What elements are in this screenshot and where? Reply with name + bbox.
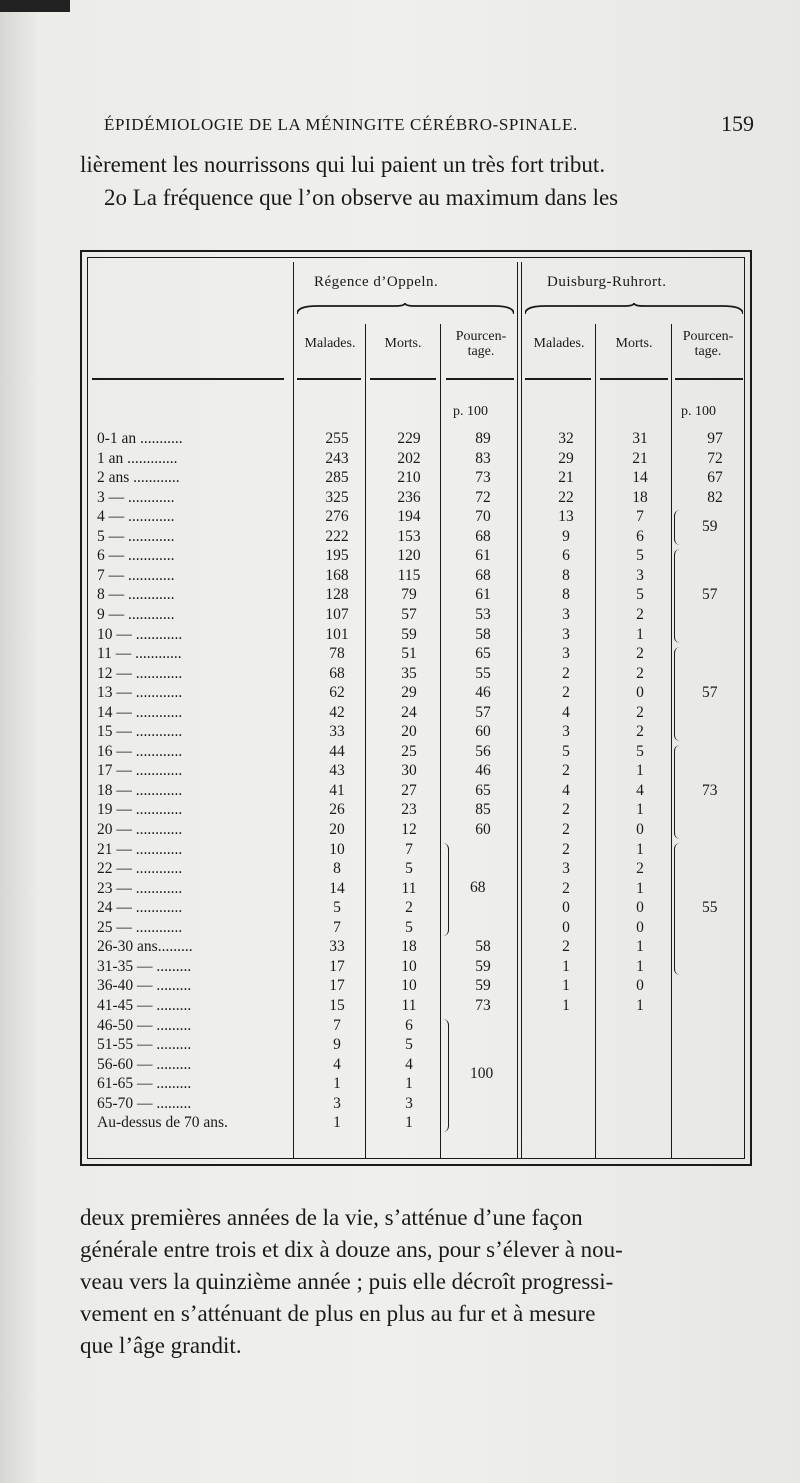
age-cell: 10 — ............ [97,625,183,643]
oppeln-pct-cell: 60 [475,723,491,741]
grouped-pct-value: 57 [702,683,718,701]
table-row [82,528,750,548]
age-cell: 56-60 — ......... [97,1055,192,1073]
duisburg-morts-cell: 1 [636,801,644,819]
oppeln-malades-cell: 4 [333,1055,341,1073]
duisburg-morts-cell: 7 [636,508,644,526]
group-brace-oppeln [297,303,514,315]
oppeln-malades-cell: 7 [333,1016,341,1034]
group-header-oppeln: Régence d’Oppeln. [314,274,439,290]
duisburg-malades-cell: 2 [562,684,570,702]
group-brace [674,510,683,545]
oppeln-malades-cell: 20 [329,821,345,838]
duisburg-morts-cell: 1 [636,879,644,897]
oppeln-pct-cell: 85 [475,801,491,819]
table-row [82,567,750,587]
duisburg-malades-cell: 32 [558,430,574,447]
duisburg-malades-cell: 2 [562,762,570,780]
duisburg-malades-cell: 2 [562,879,570,897]
duisburg-malades-cell: 3 [562,625,570,643]
oppeln-pct-cell: 58 [475,938,491,956]
group-brace [440,843,449,937]
oppeln-pct-cell: 68 [475,566,491,584]
duisburg-morts-cell: 3 [636,566,644,584]
age-cell: 15 — ............ [97,723,183,741]
table-row [82,958,750,978]
table-row [82,489,750,509]
duisburg-morts-cell: 5 [636,742,644,760]
duisburg-malades-cell: 9 [562,527,570,545]
age-cell: 13 — ............ [97,684,183,702]
table-row [82,469,750,489]
oppeln-morts-cell: 194 [397,508,421,526]
age-cell: 0-1 an ........... [97,430,183,447]
duisburg-malades-cell: 8 [562,566,570,584]
table-row [82,899,750,919]
oppeln-malades-cell: 1 [333,1114,341,1132]
grouped-pct-value: 59 [702,517,718,535]
oppeln-morts-cell: 6 [405,1016,413,1034]
oppeln-malades-cell: 285 [325,469,349,487]
duisburg-morts-cell: 2 [636,605,644,623]
oppeln-morts-cell: 202 [397,449,421,467]
table-row [82,1114,750,1134]
table-row [82,821,750,841]
age-cell: 21 — ............ [97,840,183,858]
duisburg-malades-cell: 13 [558,508,574,526]
age-cell: 19 — ............ [97,801,183,819]
table-row [82,665,750,685]
oppeln-morts-cell: 51 [401,645,417,663]
oppeln-morts-cell: 24 [401,703,417,721]
table-row [82,743,750,763]
duisburg-pct-cell: 82 [707,488,723,506]
table-row [82,762,750,782]
duisburg-pct-cell: 67 [707,469,723,487]
oppeln-pct-cell: 89 [475,430,491,447]
age-cell: 20 — ............ [97,821,183,838]
oppeln-pct-cell: 56 [475,742,491,760]
oppeln-morts-cell: 12 [401,821,417,838]
oppeln-morts-cell: 4 [405,1055,413,1073]
duisburg-morts-cell: 1 [636,625,644,643]
oppeln-malades-cell: 195 [325,547,349,565]
oppeln-morts-cell: 29 [401,684,417,702]
age-cell: 6 — ............ [97,547,175,565]
age-cell: 1 an ............. [97,449,178,467]
duisburg-malades-cell: 3 [562,723,570,741]
duisburg-malades-cell: 2 [562,840,570,858]
duisburg-morts-cell: 6 [636,527,644,545]
grouped-pct-value: 57 [702,586,718,604]
group-brace [440,1019,449,1132]
age-cell: Au-dessus de 70 ans. [97,1114,228,1132]
oppeln-malades-cell: 41 [329,781,345,799]
group-brace-duisburg [525,303,743,315]
age-cell: 17 — ............ [97,762,183,780]
age-cell: 2 ans ............ [97,469,180,487]
duisburg-malades-cell: 3 [562,605,570,623]
oppeln-pct-cell: 58 [475,625,491,643]
oppeln-pct-cell: 53 [475,605,491,623]
pct-unit-oppeln: p. 100 [453,404,488,419]
header-rule [675,378,743,380]
age-cell: 46-50 — ......... [97,1016,192,1034]
oppeln-pct-cell: 72 [475,488,491,506]
table-row [82,704,750,724]
duisburg-malades-cell: 2 [562,821,570,838]
col-pct-duisburg [672,329,744,359]
duisburg-morts-cell: 2 [636,723,644,741]
oppeln-pct-cell: 46 [475,684,491,702]
duisburg-malades-cell: 3 [562,860,570,878]
oppeln-malades-cell: 8 [333,860,341,878]
oppeln-pct-cell: 59 [475,957,491,975]
oppeln-pct-cell: 57 [475,703,491,721]
oppeln-morts-cell: 25 [401,742,417,760]
duisburg-morts-cell: 14 [632,469,648,487]
duisburg-malades-cell: 1 [562,996,570,1014]
scan-edge-mark [0,0,70,12]
table-row [82,782,750,802]
duisburg-morts-cell: 0 [636,821,644,838]
oppeln-pct-cell: 59 [475,977,491,995]
duisburg-malades-cell: 4 [562,781,570,799]
body-line: que l’âge grandit. [80,1333,242,1358]
table-row [82,626,750,646]
oppeln-morts-cell: 5 [405,860,413,878]
oppeln-pct-cell: 65 [475,645,491,663]
oppeln-malades-cell: 62 [329,684,345,702]
oppeln-morts-cell: 210 [397,469,421,487]
running-head-title: ÉPIDÉMIOLOGIE DE LA MÉNINGITE CÉRÉBRO-SPINALE. [104,115,578,134]
oppeln-morts-cell: 2 [405,899,413,917]
oppeln-morts-cell: 120 [397,547,421,565]
duisburg-morts-cell: 2 [636,645,644,663]
col-morts-duisburg: Morts. [615,336,653,351]
age-cell: 61-65 — ......... [97,1075,192,1093]
col-pct-line1: Pourcen- [455,329,507,344]
table-row [82,547,750,567]
oppeln-pct-cell: 70 [475,508,491,526]
duisburg-malades-cell: 0 [562,918,570,936]
table-row [82,430,750,450]
oppeln-morts-cell: 7 [405,840,413,858]
oppeln-morts-cell: 11 [401,996,417,1014]
age-cell: 51-55 — ......... [97,1036,192,1054]
header-rule [297,378,361,380]
header-rule [525,378,591,380]
table-row [82,801,750,821]
table-row [82,1017,750,1037]
oppeln-morts-cell: 229 [397,430,421,447]
table-row [82,1095,750,1115]
page-number: 159 [721,111,754,136]
duisburg-morts-cell: 0 [636,918,644,936]
duisburg-morts-cell: 0 [636,899,644,917]
col-malades-duisburg: Malades. [533,336,585,351]
duisburg-morts-cell: 2 [636,860,644,878]
duisburg-morts-cell: 2 [636,664,644,682]
oppeln-morts-cell: 115 [397,566,421,584]
age-cell: 4 — ............ [97,508,175,526]
table-row [82,977,750,997]
duisburg-morts-cell: 31 [632,430,648,447]
oppeln-malades-cell: 3 [333,1094,341,1112]
header-rule [370,378,436,380]
duisburg-malades-cell: 3 [562,645,570,663]
oppeln-malades-cell: 1 [333,1075,341,1093]
oppeln-malades-cell: 9 [333,1036,341,1054]
grouped-pct-value: 55 [702,898,718,916]
oppeln-morts-cell: 11 [401,879,417,897]
oppeln-malades-cell: 107 [325,605,349,623]
age-cell: 22 — ............ [97,860,183,878]
oppeln-malades-cell: 10 [329,840,345,858]
duisburg-morts-cell: 0 [636,977,644,995]
table-row [82,938,750,958]
oppeln-pct-cell: 61 [475,547,491,565]
duisburg-morts-cell: 2 [636,703,644,721]
oppeln-morts-cell: 27 [401,781,417,799]
duisburg-malades-cell: 4 [562,703,570,721]
oppeln-malades-cell: 128 [325,586,349,604]
col-pct-line2: tage. [694,344,722,359]
body-line: générale entre trois et dix à douze ans, pour s’élever à nou- [80,1237,623,1262]
grouped-pct-value: 73 [702,781,718,799]
duisburg-morts-cell: 1 [636,996,644,1014]
group-brace [674,647,683,741]
oppeln-malades-cell: 243 [325,449,349,467]
age-cell: 25 — ............ [97,918,183,936]
oppeln-pct-cell: 60 [475,821,491,838]
col-malades-oppeln: Malades. [304,336,356,351]
oppeln-malades-cell: 33 [329,938,345,956]
oppeln-malades-cell: 5 [333,899,341,917]
table-row [82,880,750,900]
age-cell: 16 — ............ [97,742,183,760]
oppeln-malades-cell: 44 [329,742,345,760]
duisburg-malades-cell: 2 [562,938,570,956]
oppeln-pct-cell: 73 [475,469,491,487]
oppeln-pct-cell: 46 [475,762,491,780]
duisburg-morts-cell: 18 [632,488,648,506]
duisburg-morts-cell: 1 [636,762,644,780]
grouped-pct-value: 100 [470,1065,494,1083]
group-brace [674,549,683,643]
duisburg-morts-cell: 0 [636,684,644,702]
age-cell: 24 — ............ [97,899,183,917]
body-line: veau vers la quinzième année ; puis elle décroît progressi- [80,1269,614,1294]
running-head [104,111,754,136]
oppeln-morts-cell: 5 [405,918,413,936]
oppeln-malades-cell: 15 [329,996,345,1014]
col-morts-oppeln: Morts. [384,336,422,351]
table-row [82,450,750,470]
oppeln-malades-cell: 68 [329,664,345,682]
age-cell: 26-30 ans......... [97,938,193,956]
oppeln-pct-cell: 68 [475,527,491,545]
header-rule [600,378,668,380]
body-line: vement en s’atténuant de plus en plus au fur et à mesure [80,1301,596,1326]
body-line: 2o La fréquence que l’on observe au maximum dans les [104,185,619,210]
group-header-duisburg: Duisburg-Ruhrort. [547,274,667,290]
age-cell: 5 — ............ [97,527,175,545]
mortality-table [80,250,752,1166]
grouped-pct-value: 68 [470,879,486,897]
oppeln-malades-cell: 101 [325,625,349,643]
table-row [82,606,750,626]
oppeln-pct-cell: 73 [475,996,491,1014]
table-row [82,1036,750,1056]
table-row [82,919,750,939]
age-cell: 18 — ............ [97,781,183,799]
table-row [82,586,750,606]
duisburg-pct-cell: 97 [707,430,723,447]
oppeln-morts-cell: 236 [397,488,421,506]
duisburg-malades-cell: 2 [562,664,570,682]
body-line: deux premières années de la vie, s’atténue d’une façon [80,1205,583,1230]
oppeln-malades-cell: 222 [325,527,349,545]
oppeln-morts-cell: 30 [401,762,417,780]
table-row [82,997,750,1017]
oppeln-pct-cell: 61 [475,586,491,604]
oppeln-morts-cell: 18 [401,938,417,956]
duisburg-morts-cell: 4 [636,781,644,799]
oppeln-morts-cell: 3 [405,1094,413,1112]
duisburg-morts-cell: 1 [636,957,644,975]
duisburg-malades-cell: 6 [562,547,570,565]
age-cell: 31-35 — ......... [97,957,192,975]
duisburg-morts-cell: 21 [632,449,648,467]
table-row [82,684,750,704]
oppeln-malades-cell: 33 [329,723,345,741]
age-cell: 9 — ............ [97,605,175,623]
oppeln-morts-cell: 10 [401,957,417,975]
col-pct-oppeln [444,329,518,359]
duisburg-malades-cell: 0 [562,899,570,917]
header-rule [92,378,284,380]
age-cell: 41-45 — ......... [97,996,192,1014]
duisburg-malades-cell: 2 [562,801,570,819]
table-row [82,860,750,880]
table-row [82,723,750,743]
oppeln-pct-cell: 65 [475,781,491,799]
oppeln-morts-cell: 79 [401,586,417,604]
duisburg-pct-cell: 72 [707,449,723,467]
group-brace [674,843,683,976]
col-pct-line1: Pourcen- [682,329,734,344]
oppeln-morts-cell: 35 [401,664,417,682]
col-pct-line2: tage. [467,344,495,359]
duisburg-malades-cell: 21 [558,469,574,487]
oppeln-malades-cell: 276 [325,508,349,526]
age-cell: 12 — ............ [97,664,183,682]
age-cell: 7 — ............ [97,566,175,584]
age-cell: 65-70 — ......... [97,1094,192,1112]
oppeln-malades-cell: 17 [329,957,345,975]
oppeln-malades-cell: 17 [329,977,345,995]
age-cell: 11 — ............ [97,645,182,663]
oppeln-malades-cell: 42 [329,703,345,721]
table-row [82,841,750,861]
oppeln-malades-cell: 325 [325,488,349,506]
oppeln-pct-cell: 55 [475,664,491,682]
duisburg-malades-cell: 1 [562,957,570,975]
oppeln-morts-cell: 10 [401,977,417,995]
duisburg-malades-cell: 22 [558,488,574,506]
oppeln-morts-cell: 23 [401,801,417,819]
oppeln-morts-cell: 20 [401,723,417,741]
oppeln-morts-cell: 1 [405,1075,413,1093]
age-cell: 23 — ............ [97,879,183,897]
oppeln-malades-cell: 168 [325,566,349,584]
table-row [82,1056,750,1076]
duisburg-malades-cell: 8 [562,586,570,604]
oppeln-malades-cell: 26 [329,801,345,819]
age-cell: 8 — ............ [97,586,175,604]
oppeln-malades-cell: 78 [329,645,345,663]
duisburg-malades-cell: 5 [562,742,570,760]
pct-unit-duisburg: p. 100 [681,404,716,419]
oppeln-morts-cell: 57 [401,605,417,623]
table-row [82,1075,750,1095]
age-cell: 3 — ............ [97,488,175,506]
oppeln-pct-cell: 83 [475,449,491,467]
oppeln-malades-cell: 255 [325,430,349,447]
table-row [82,645,750,665]
group-brace [674,745,683,839]
header-rule [446,378,514,380]
duisburg-morts-cell: 5 [636,547,644,565]
oppeln-morts-cell: 153 [397,527,421,545]
table-row [82,508,750,528]
age-cell: 36-40 — ......... [97,977,192,995]
age-cell: 14 — ............ [97,703,183,721]
oppeln-morts-cell: 5 [405,1036,413,1054]
oppeln-malades-cell: 7 [333,918,341,936]
oppeln-malades-cell: 43 [329,762,345,780]
body-line: lièrement les nourrissons qui lui paient un très fort tribut. [80,152,606,177]
duisburg-morts-cell: 5 [636,586,644,604]
duisburg-morts-cell: 1 [636,840,644,858]
duisburg-morts-cell: 1 [636,938,644,956]
duisburg-malades-cell: 1 [562,977,570,995]
oppeln-morts-cell: 59 [401,625,417,643]
duisburg-malades-cell: 29 [558,449,574,467]
oppeln-malades-cell: 14 [329,879,345,897]
oppeln-morts-cell: 1 [405,1114,413,1132]
